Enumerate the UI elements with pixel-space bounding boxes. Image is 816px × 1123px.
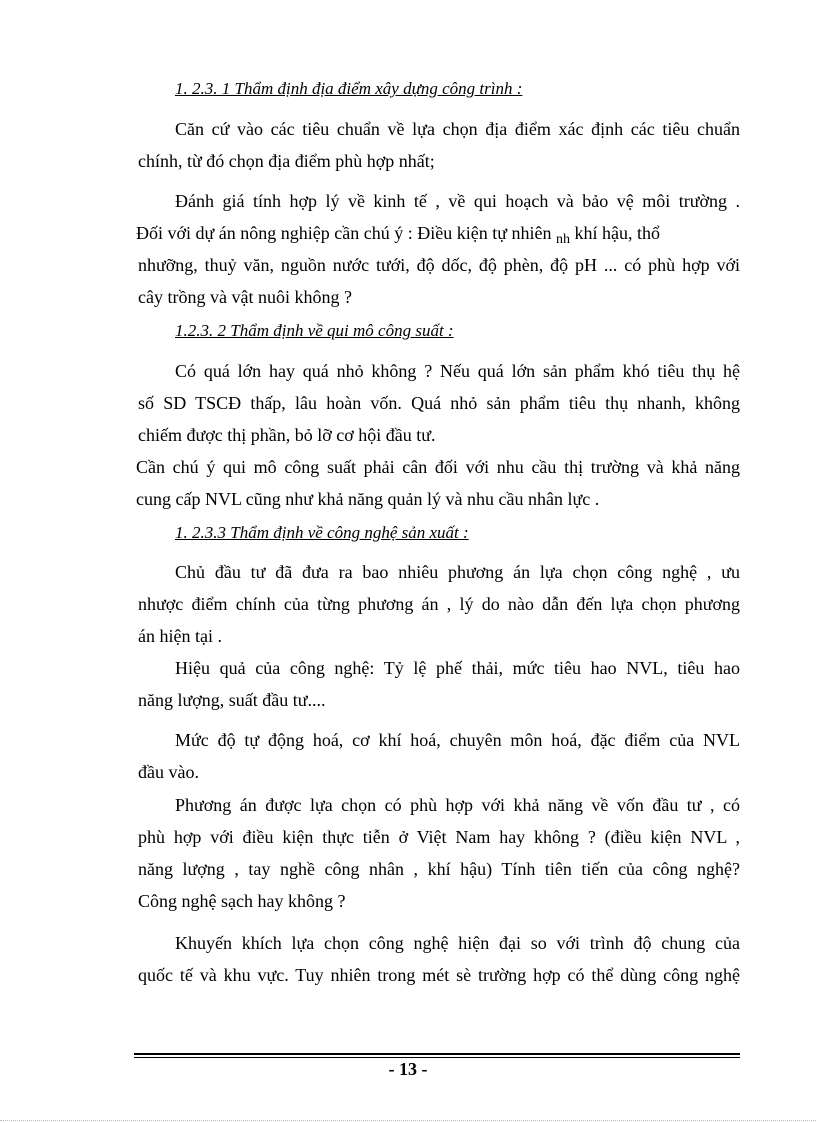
paragraph-text: Đối với dự án nông nghiệp cần chú ý : Điều kiện tự nhiên <box>136 223 552 243</box>
paragraph-text: khí hậu, thổ <box>574 223 660 243</box>
paragraph-line: Mức độ tự động hoá, cơ khí hoá, chuyên môn hoá, đặc điểm của NVL <box>175 730 740 750</box>
paragraph-line: Cần chú ý qui mô công suất phải cân đối với nhu cầu thị trường và khả năng <box>136 457 740 477</box>
section-heading-location: 1. 2.3. 1 Thẩm định địa điểm xây dựng công trình : <box>175 79 523 98</box>
paragraph-line: đầu vào. <box>138 762 199 782</box>
paragraph-line: Chủ đầu tư đã đưa ra bao nhiêu phương án lựa chọn công nghệ , ưu <box>175 562 740 582</box>
paragraph-line: nhược điểm chính của từng phương án , lý do nào dẫn đến lựa chọn phương <box>138 594 740 614</box>
paragraph-line: quốc tế và khu vực. Tuy nhiên trong mét sè trường hợp có thể dùng công nghệ <box>138 965 740 985</box>
footer-rule <box>134 1053 740 1055</box>
paragraph-line <box>136 222 660 247</box>
paragraph-line: Khuyến khích lựa chọn công nghệ hiện đại so với trình độ chung của <box>175 933 740 953</box>
paragraph-line: Công nghệ sạch hay không ? <box>138 891 346 911</box>
paragraph-line: nhưỡng, thuỷ văn, nguồn nước tưới, độ dốc, độ phèn, độ pH ... có phù hợp với <box>138 255 740 275</box>
paragraph-line: phù hợp với điều kiện thực tiễn ở Việt Nam hay không ? (điều kiện NVL , <box>138 827 740 847</box>
paragraph-line: cây trồng và vật nuôi không ? <box>138 287 352 307</box>
paragraph-line: Đánh giá tính hợp lý về kinh tế , về qui hoạch và bảo vệ môi trường . <box>175 191 740 211</box>
section-heading-capacity: 1.2.3. 2 Thẩm định về qui mô công suất : <box>175 321 454 340</box>
subscript-fragment: nh <box>555 232 570 247</box>
paragraph-line: số SD TSCĐ thấp, lâu hoàn vốn. Quá nhỏ sản phẩm tiêu thụ nhanh, không <box>138 393 740 413</box>
paragraph-line: án hiện tại . <box>138 626 222 646</box>
paragraph-line: Căn cứ vào các tiêu chuẩn về lựa chọn địa điểm xác định các tiêu chuẩn <box>175 119 740 139</box>
paragraph-line: năng lượng, suất đầu tư.... <box>138 690 326 710</box>
paragraph-line: chiếm được thị phần, bỏ lỡ cơ hội đầu tư. <box>138 425 436 445</box>
paragraph-line: chính, từ đó chọn địa điểm phù hợp nhất; <box>138 151 435 171</box>
paragraph-line: Hiệu quả của công nghệ: Tỷ lệ phế thải, mức tiêu hao NVL, tiêu hao <box>175 658 740 678</box>
page-number: - 13 - <box>388 1059 428 1079</box>
paragraph-line: cung cấp NVL cũng như khả năng quản lý và nhu cầu nhân lực . <box>136 489 600 509</box>
paragraph-line: năng lượng , tay nghề công nhân , khí hậu) Tính tiên tiến của công nghệ? <box>138 859 740 879</box>
section-heading-technology: 1. 2.3.3 Thẩm định về công nghệ sản xuất : <box>175 523 469 542</box>
page-break-line <box>0 1120 816 1121</box>
paragraph-line: Có quá lớn hay quá nhỏ không ? Nếu quá lớn sản phẩm khó tiêu thụ hệ <box>175 361 740 381</box>
paragraph-line: Phương án được lựa chọn có phù hợp với khả năng về vốn đầu tư , có <box>175 795 740 815</box>
